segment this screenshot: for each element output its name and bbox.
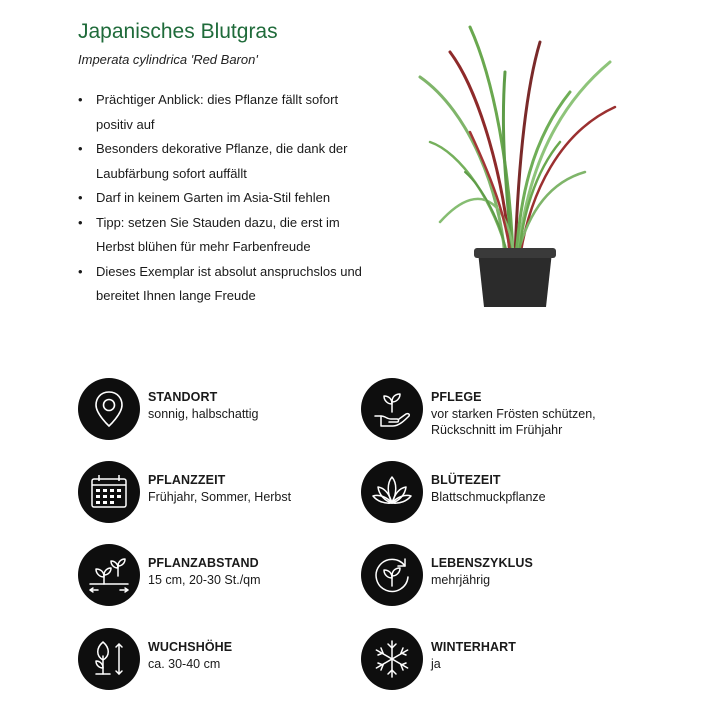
feature-value: ca. 30-40 cm: [148, 657, 221, 671]
feature-value: 15 cm, 20-30 St./qm: [148, 573, 261, 587]
feature-label: STANDORT: [148, 390, 218, 404]
feature-label: WUCHSHÖHE: [148, 640, 233, 654]
plant-image: [410, 22, 620, 312]
page-title: Japanisches Blutgras: [78, 20, 278, 43]
lotus-flower-icon: [361, 461, 423, 523]
feature-value: [431, 406, 596, 438]
calendar-icon: [78, 461, 140, 523]
bullet-item: • Darf in keinem Garten im Asia-Stil fehlen: [78, 186, 368, 211]
feature-label: PFLANZZEIT: [148, 473, 226, 487]
feature-label: PFLEGE: [431, 390, 482, 404]
bullet-item: • Tipp: setzen Sie Stauden dazu, die erst im Herbst blühen für mehr Farbenfreude: [78, 211, 368, 260]
feature-bullet-list: [78, 88, 368, 309]
feature-value: Blattschmuckpflanze: [431, 490, 546, 504]
feature-label: LEBENSZYKLUS: [431, 556, 533, 570]
snowflake-icon: [361, 628, 423, 690]
feature-value-line: Rückschnitt im Frühjahr: [431, 423, 563, 437]
location-pin-icon: [78, 378, 140, 440]
feature-value: Frühjahr, Sommer, Herbst: [148, 490, 292, 504]
feature-value: ja: [431, 657, 441, 671]
bullet-item: • Besonders dekorative Pflanze, die dank der Laubfärbung sofort auffällt: [78, 137, 368, 186]
plant-height-icon: [78, 628, 140, 690]
feature-value: mehrjährig: [431, 573, 491, 587]
feature-label: WINTERHART: [431, 640, 517, 654]
feature-value: sonnig, halbschattig: [148, 407, 259, 421]
plant-spacing-icon: [78, 544, 140, 606]
bullet-item: • Prächtiger Anblick: dies Pflanze fällt sofort positiv auf: [78, 88, 368, 137]
feature-label: BLÜTEZEIT: [431, 473, 501, 487]
feature-label: PFLANZABSTAND: [148, 556, 259, 570]
bullet-item: • Dieses Exemplar ist absolut anspruchslos und bereitet Ihnen lange Freude: [78, 260, 368, 309]
feature-value-line: vor starken Frösten schützen,: [431, 407, 596, 421]
botanical-name: Imperata cylindrica 'Red Baron': [78, 52, 258, 67]
hand-plant-icon: [361, 378, 423, 440]
plant-cycle-icon: [361, 544, 423, 606]
